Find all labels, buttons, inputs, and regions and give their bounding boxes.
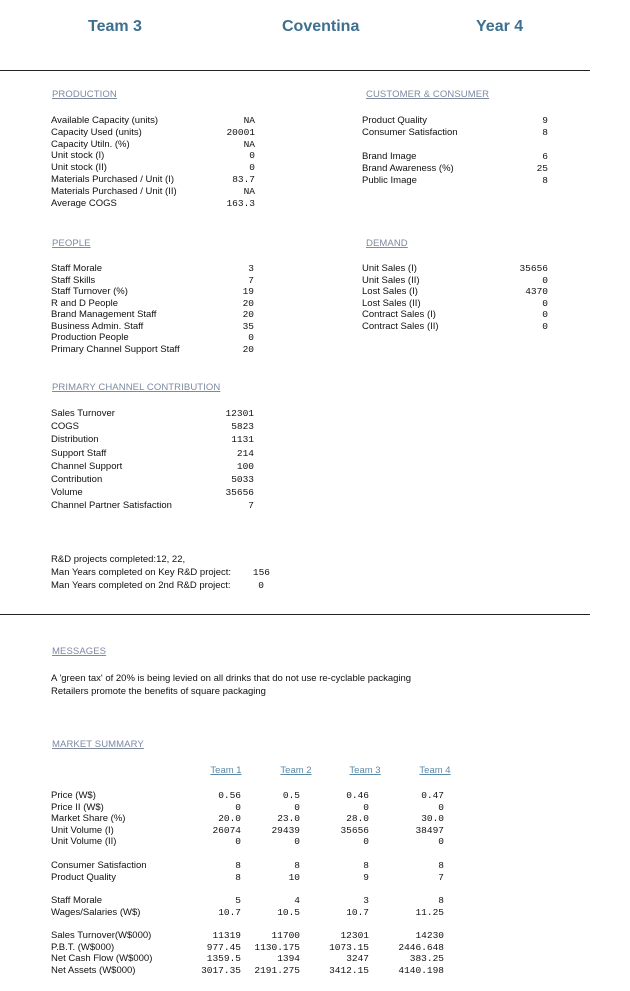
market-cell: 2446.648 [398,941,444,953]
market-row-label: Product Quality [51,871,116,883]
channel-value: 7 [248,500,254,512]
market-cell: 0 [363,801,369,813]
demand-label: Contract Sales (I) [362,309,436,320]
market-summary-heading: MARKET SUMMARY [52,739,144,750]
team-column-header: Team 4 [419,765,451,776]
demand-value: 0 [542,297,548,309]
channel-label: Distribution [51,434,99,446]
market-cell: 0 [235,836,241,848]
customer-value: 25 [536,163,548,174]
channel-label: COGS [51,421,79,433]
channel-label: Support Staff [51,447,107,459]
production-label: Materials Purchased / Unit (II) [51,185,177,197]
customer-label: Brand Image [362,151,417,162]
production-value: NA [243,115,255,126]
market-cell: 0.5 [282,790,300,801]
rd-key-label: Man Years completed on Key R&D project: [51,567,232,578]
customer-label: Consumer Satisfaction [362,127,458,138]
team-column-header: Team 2 [280,765,312,776]
production-value: NA [243,185,255,197]
people-heading: PEOPLE [52,238,91,249]
production-label: Capacity Utiln. (%) [51,138,130,150]
market-cell: 2191.275 [254,964,300,976]
market-row-label: Staff Morale [51,895,103,906]
demand-value: 0 [542,309,548,320]
channel-heading: PRIMARY CHANNEL CONTRIBUTION [52,382,221,393]
demand-value: 0 [542,274,548,286]
production-label: Average COGS [51,197,117,209]
year-title: Year 4 [476,18,524,35]
channel-value: 214 [236,447,254,459]
customer-heading: CUSTOMER & CONSUMER [366,89,490,100]
people-value: 7 [248,274,254,286]
production-heading: PRODUCTION [52,89,117,100]
production-value: 0 [249,150,255,162]
market-cell: 8 [438,895,444,906]
production-value: 20001 [226,126,255,138]
market-cell: 10 [288,871,300,883]
people-label: Brand Management Staff [51,309,157,320]
channel-label: Channel Partner Satisfaction [51,500,172,512]
market-cell: 4 [294,895,300,906]
market-cell: 1394 [277,953,300,965]
demand-value: 0 [542,320,548,332]
demand-label: Unit Sales (I) [362,263,417,274]
market-cell: 23.0 [277,813,300,825]
channel-value: 12301 [225,408,254,419]
market-row-label: Net Cash Flow (W$000) [51,953,153,965]
market-row-label: Price (W$) [51,790,96,801]
rd-second-label: Man Years completed on 2nd R&D project: [51,580,231,591]
market-cell: 0.56 [218,790,241,801]
market-cell: 30.0 [421,813,444,825]
people-label: Production People [51,332,129,343]
people-value: 19 [242,286,254,297]
customer-value: 8 [542,175,548,186]
market-cell: 4140.198 [398,964,444,976]
market-cell: 0 [294,801,300,813]
market-cell: 38497 [415,824,444,836]
channel-value: 1131 [231,434,254,446]
market-cell: 0 [438,836,444,848]
people-value: 35 [242,320,254,332]
market-cell: 3017.35 [201,964,241,976]
demand-label: Lost Sales (I) [362,286,418,297]
production-value: 0 [249,162,255,174]
rd-second-value: 0 [258,580,264,591]
market-cell: 5 [235,895,241,906]
market-row-label: Unit Volume (II) [51,836,117,848]
market-cell: 383.25 [409,953,444,965]
market-cell: 0.46 [346,790,369,801]
people-value: 3 [248,263,254,274]
market-row-label: Unit Volume (I) [51,824,114,836]
customer-label: Public Image [362,175,417,186]
production-label: Materials Purchased / Unit (I) [51,174,175,185]
company-name: Coventina [282,18,360,35]
market-cell: 11.25 [415,906,444,918]
market-cell: 14230 [415,930,444,941]
market-cell: 1073.15 [329,941,369,953]
people-value: 20 [242,343,254,355]
message-line: Retailers promote the benefits of square packaging [51,686,266,697]
market-cell: 20.0 [218,813,241,825]
market-cell: 28.0 [346,813,369,825]
rd-completed: R&D projects completed:12, 22, [51,554,186,565]
market-row-label: Net Assets (W$000) [51,964,136,976]
production-value: NA [243,138,255,150]
message-line: A 'green tax' of 20% is being levied on all drinks that do not use re-cyclable packaging [51,673,412,684]
market-cell: 0 [294,836,300,848]
production-label: Available Capacity (units) [51,115,159,126]
production-label: Capacity Used (units) [51,126,142,138]
messages-heading: MESSAGES [52,646,107,657]
customer-value: 8 [542,127,548,138]
market-cell: 0 [438,801,444,813]
market-cell: 11700 [271,930,300,941]
customer-label: Brand Awareness (%) [362,163,454,174]
market-cell: 0 [235,801,241,813]
people-label: Primary Channel Support Staff [51,343,180,355]
market-cell: 10.7 [346,906,369,918]
production-label: Unit stock (II) [51,162,107,174]
market-cell: 11319 [212,930,241,941]
market-cell: 8 [294,860,300,871]
people-label: Staff Skills [51,274,96,286]
market-cell: 9 [363,871,369,883]
production-value: 83.7 [232,174,255,185]
market-cell: 35656 [340,824,369,836]
market-cell: 1130.175 [254,941,300,953]
market-row-label: Price II (W$) [51,801,104,813]
channel-value: 5823 [231,421,254,433]
people-label: Staff Morale [51,263,103,274]
customer-label: Product Quality [362,115,427,126]
team-column-header: Team 1 [210,765,242,776]
people-label: Business Admin. Staff [51,320,144,332]
market-cell: 3412.15 [329,964,369,976]
channel-label: Channel Support [51,460,123,472]
people-value: 0 [248,332,254,343]
market-cell: 10.5 [277,906,300,918]
market-cell: 3 [363,895,369,906]
channel-label: Volume [51,487,83,499]
channel-value: 5033 [231,474,254,485]
market-cell: 12301 [340,930,369,941]
customer-value: 6 [542,151,548,162]
production-value: 163.3 [226,197,255,209]
demand-label: Contract Sales (II) [362,320,439,332]
channel-label: Sales Turnover [51,408,115,419]
customer-value: 9 [542,115,548,126]
market-cell: 29439 [271,824,300,836]
market-cell: 1359.5 [206,953,241,965]
market-row-label: Consumer Satisfaction [51,860,147,871]
market-cell: 0.47 [421,790,444,801]
people-value: 20 [242,309,254,320]
market-cell: 10.7 [218,906,241,918]
people-value: 20 [242,297,254,309]
top-divider [0,70,590,71]
market-row-label: P.B.T. (W$000) [51,941,115,953]
channel-value: 35656 [225,487,254,499]
channel-label: Contribution [51,474,103,485]
market-cell: 8 [235,871,241,883]
middle-divider [0,614,590,615]
demand-heading: DEMAND [366,238,408,249]
market-row-label: Wages/Salaries (W$) [51,906,141,918]
channel-value: 100 [236,460,254,472]
demand-label: Unit Sales (II) [362,274,420,286]
market-cell: 8 [438,860,444,871]
people-label: R and D People [51,297,119,309]
market-cell: 8 [235,860,241,871]
market-row-label: Sales Turnover(W$000) [51,930,152,941]
team-title: Team 3 [88,18,142,35]
market-cell: 0 [363,836,369,848]
demand-value: 4370 [525,286,548,297]
market-cell: 977.45 [206,941,241,953]
team-column-header: Team 3 [349,765,381,776]
demand-label: Lost Sales (II) [362,297,421,309]
market-cell: 26074 [212,824,241,836]
market-cell: 3247 [346,953,369,965]
market-row-label: Market Share (%) [51,813,126,825]
market-cell: 7 [438,871,444,883]
people-label: Staff Turnover (%) [51,286,128,297]
market-cell: 8 [363,860,369,871]
rd-key-value: 156 [252,567,270,578]
demand-value: 35656 [519,263,548,274]
production-label: Unit stock (I) [51,150,105,162]
